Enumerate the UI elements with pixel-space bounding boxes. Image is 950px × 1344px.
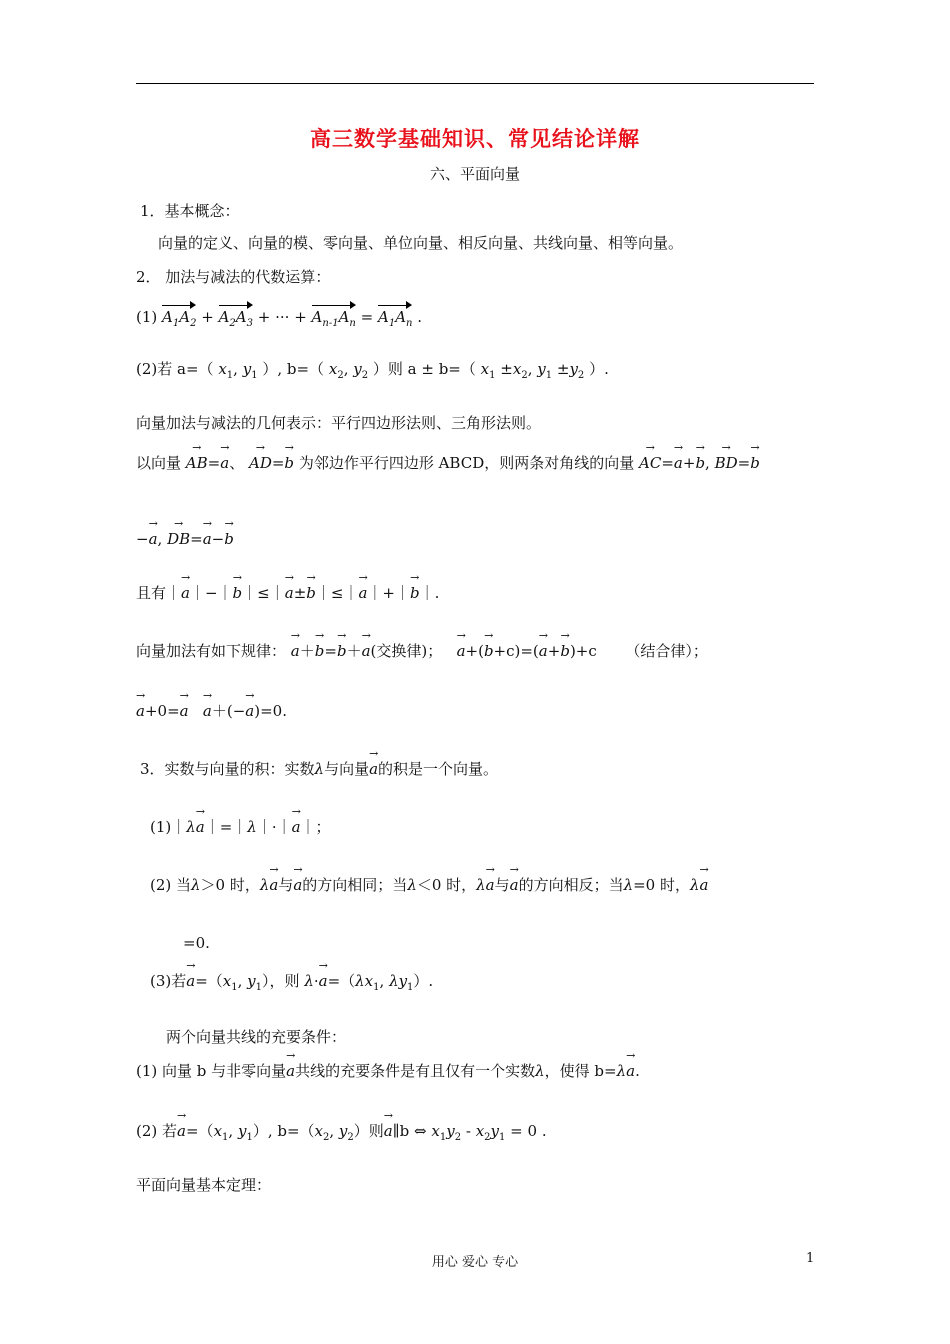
collinear-heading: 两个向量共线的充要条件： — [166, 1028, 347, 1046]
s2-heading: 2． 加法与减法的代数运算： — [136, 268, 331, 286]
s3-item3: (3)若→ $a=(x_1$, $y_1$），则 $\lambda\cdot\to a=(\lambda x_1$, $\lambda y_1$）. — [150, 970, 830, 993]
s3-item2: (2) 当λ＞0 时，λ→ a与→ a的方向相同；当λ＜0 时，λ→ a与→ a的方向相反；当λ=0 时，λ→ a — [150, 874, 830, 895]
page-title: 高三数学基础知识、常见结论详解 — [310, 126, 640, 151]
basic-theorem: 平面向量基本定理： — [136, 1176, 272, 1194]
header-rule — [136, 83, 814, 84]
s2-item1: (1) $A_1A_2 + A_2A_3$ + ··· + $A_{n-1}A_n = A_1A_n$ . — [136, 304, 816, 329]
s1-heading: 1．基本概念： — [140, 202, 240, 220]
collinear-item1: (1) 向量 b 与非零向量→ a共线的充要条件是有且仅有一个实数λ，使得 b=λ→ a. — [136, 1060, 816, 1081]
geom-line: 向量加法与减法的几何表示：平行四边形法则、三角形法则。 — [136, 414, 542, 432]
s3-item2-cont: =0. — [183, 934, 210, 952]
parallelogram-line-cont: −→ a, → DB=→ a−→ b — [136, 530, 816, 548]
s3-item1: (1)｜λ→ a｜=｜λ｜·｜→ a｜； — [150, 816, 830, 837]
page-number: 1 — [806, 1251, 815, 1266]
s1-body: 向量的定义、向量的模、零向量、单位向量、相反向量、共线向量、相等向量。 — [158, 234, 684, 252]
s3-heading: 3．实数与向量的积：实数λ与向量→ a的积是一个向量。 — [140, 758, 820, 779]
inequality-line: 且有｜→ a｜−｜→ b｜≤｜→ a±→ b｜≤｜→ a｜+｜→ b｜. — [136, 582, 816, 603]
footer-motto: 用心 爱心 专心 — [431, 1255, 519, 1270]
section-subtitle: 六、平面向量 — [429, 165, 520, 183]
zero-law-line: → a+0=→ a → a＋(−→ a)=0. — [136, 700, 816, 721]
law-line: 向量加法有如下规律： → a＋→ b=→ b＋→ a(交换律)； → a+(→ b+c)=(→ a+→ b)+c （结合律）； — [136, 640, 816, 661]
s2-item2: (2)若 a=（ $x_1$, $y_1$ ）, b=（ $x_2$, $y_2$ ）则 a ± b=（ $x_1 \pm x_2$, $y_1 \pm y_2$ ）. — [136, 360, 609, 381]
parallelogram-line: 以向量 → AB=→ a、 → AD=→ b 为邻边作平行四边形 ABCD，则两条对角线的向量 → AC=→ a+→ b, → BD=→ b — [136, 452, 816, 473]
collinear-item2: (2) 若→ $a=(x_1$, $y_1$）, $b=(x_2$, $y_2$）则→ a∥b ⇔ $x_1y_2 - x_2y_1 = 0$ . — [136, 1120, 816, 1143]
